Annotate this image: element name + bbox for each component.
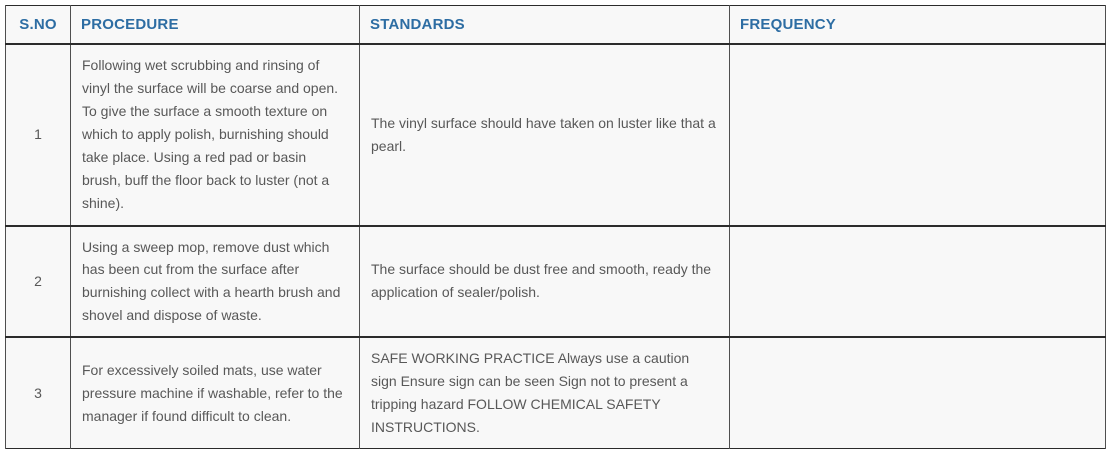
cell-procedure: Following wet scrubbing and rinsing of vinyl the surface will be coarse and open. To give the surface a smooth texture on which to apply polish, burnishing should take place. Using a red pad or basin brush, buff the floor back to luster (not a shine). bbox=[71, 44, 360, 226]
cell-standards: The vinyl surface should have taken on luster like that a pearl. bbox=[360, 44, 730, 226]
table-header bbox=[6, 6, 1106, 44]
cell-sno: 3 bbox=[6, 337, 71, 448]
procedure-standards-table bbox=[5, 5, 1106, 449]
cell-sno: 2 bbox=[6, 226, 71, 338]
column-header-frequency: FREQUENCY bbox=[730, 6, 1106, 44]
column-header-standards: STANDARDS bbox=[360, 6, 730, 44]
cell-sno: 1 bbox=[6, 44, 71, 226]
cell-standards: The surface should be dust free and smooth, ready the application of sealer/polish. bbox=[360, 226, 730, 338]
cell-frequency bbox=[730, 226, 1106, 338]
cell-frequency bbox=[730, 44, 1106, 226]
cell-procedure: For excessively soiled mats, use water pressure machine if washable, refer to the manager if found difficult to clean. bbox=[71, 337, 360, 448]
column-header-procedure: PROCEDURE bbox=[71, 6, 360, 44]
table-row bbox=[6, 44, 1106, 226]
table-body bbox=[6, 44, 1106, 449]
table-row bbox=[6, 337, 1106, 448]
cell-standards: SAFE WORKING PRACTICE Always use a caution sign Ensure sign can be seen Sign not to present a tripping hazard FOLLOW CHEMICAL SAFETY INSTRUCTIONS. bbox=[360, 337, 730, 448]
cell-procedure: Using a sweep mop, remove dust which has been cut from the surface after burnishing collect with a hearth brush and shovel and dispose of waste. bbox=[71, 226, 360, 338]
column-header-sno: S.NO bbox=[6, 6, 71, 44]
header-row bbox=[6, 6, 1106, 44]
cell-frequency bbox=[730, 337, 1106, 448]
table-row bbox=[6, 226, 1106, 338]
